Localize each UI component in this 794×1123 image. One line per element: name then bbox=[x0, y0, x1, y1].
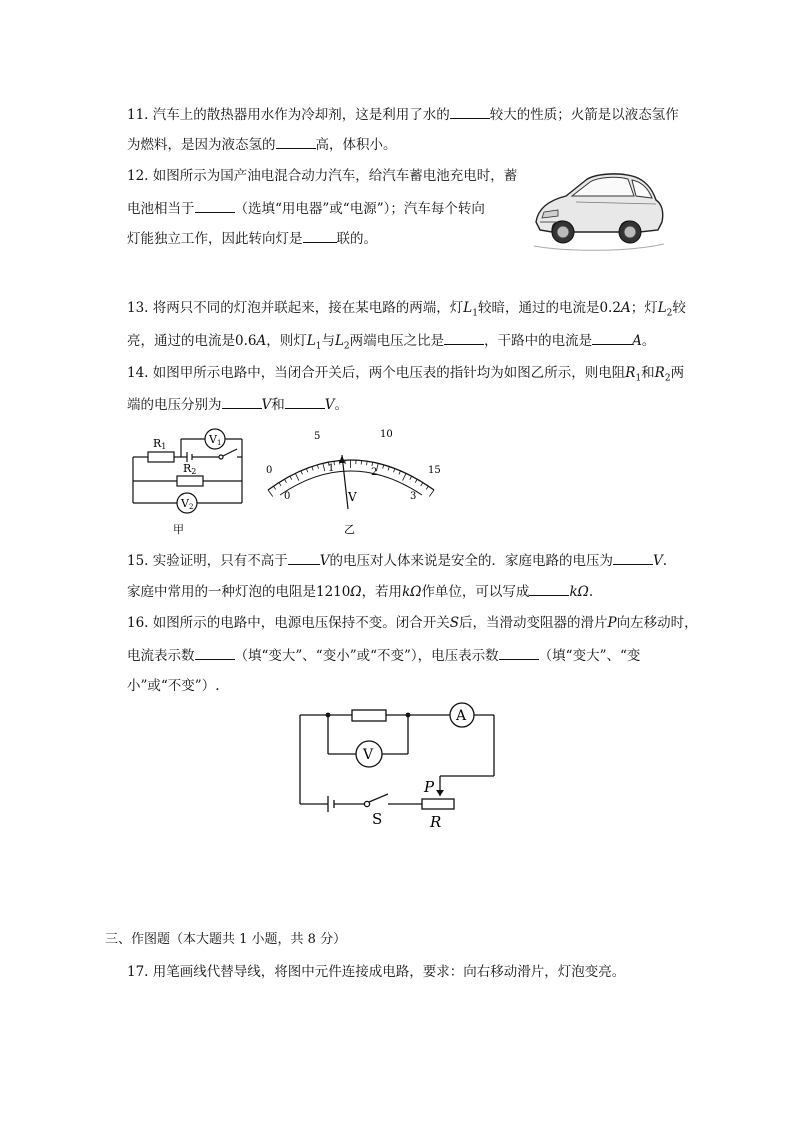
car-illustration bbox=[528, 160, 668, 260]
scale-top-10: 10 bbox=[380, 429, 393, 440]
scale-bottom-2: 2 bbox=[371, 467, 378, 478]
fig16-circuit bbox=[290, 700, 510, 830]
dial-tick bbox=[429, 490, 434, 497]
q11-line1: 11. 汽车上的散热器用水作为冷却剂，这是利用了水的 较大的性质；火箭是以液态氢作 bbox=[127, 104, 679, 125]
dial-tick bbox=[383, 465, 384, 469]
section3-heading: 三、作图题（本大题共 1 小题，共 8 分） bbox=[105, 932, 347, 947]
q13-blank2 bbox=[592, 330, 632, 345]
dial-tick bbox=[323, 463, 325, 471]
dial-tick bbox=[399, 471, 401, 475]
dial-tick bbox=[312, 467, 313, 471]
q14-line2: 端的电压分别为 V和 V。 bbox=[127, 394, 348, 415]
dial-tick bbox=[306, 469, 307, 473]
dial-tick bbox=[301, 471, 303, 475]
q13-line1: 13. 将两只不同的灯泡并联起来，接在某电路的两端，灯$L_1$较暗，通过的电流是0.2A；灯$L_2$较 bbox=[127, 300, 686, 319]
scale-bottom-1: 1 bbox=[328, 463, 335, 474]
q14-blank2 bbox=[285, 394, 325, 409]
dial-tick bbox=[295, 473, 298, 480]
q16-line2: 电流表示数 （填“变大”、“变小”或“不变”），电压表示数 （填“变大”、“变 bbox=[127, 645, 640, 666]
dial-tick bbox=[426, 486, 428, 489]
dial-tick bbox=[273, 486, 275, 489]
q16-blank1 bbox=[195, 645, 235, 660]
dial-tick bbox=[268, 490, 273, 496]
dial-tick bbox=[421, 483, 423, 486]
q11-blank1 bbox=[450, 104, 490, 119]
dial-v-label: V bbox=[348, 490, 357, 504]
voltmeter-v2: V2 bbox=[181, 497, 194, 511]
q15-blank2 bbox=[613, 550, 653, 565]
dial-tick bbox=[403, 473, 406, 480]
resistor-r2 bbox=[177, 476, 203, 486]
q16-line1: 16. 如图所示的电路中，电源电压保持不变。闭合开关S后，当滑动变阻器的滑片P向左移动时， bbox=[127, 615, 698, 631]
switch-label: S bbox=[372, 810, 383, 828]
q12-line1: 12. 如图所示为国产油电混合动力汽车，给汽车蓄电池充电时，蓄 bbox=[127, 168, 518, 184]
q16-line3: 小”或“不变”）. bbox=[127, 678, 220, 694]
q15-line2: 家庭中常用的一种灯泡的电阻是1210Ω，若用kΩ作单位，可以写成 kΩ. bbox=[127, 581, 593, 602]
slider-label: P bbox=[424, 778, 435, 796]
scale-top-0: 0 bbox=[266, 465, 273, 476]
dial-tick bbox=[290, 476, 292, 480]
q14-line1: 14. 如图甲所示电路中，当闭合开关后，两个电压表的指针均为如图乙所示，则电阻$R_1$和$R_2$两 bbox=[127, 365, 685, 384]
rheostat-label: R bbox=[430, 813, 442, 830]
dial-tick bbox=[415, 479, 417, 482]
q12-blank2 bbox=[303, 228, 337, 243]
q15-line1: 15. 实验证明，只有不高于 V的电压对人体来说是安全的．家庭电路的电压为 V. bbox=[127, 550, 667, 571]
q12-blank1 bbox=[195, 198, 235, 213]
q17-text: 17. 用笔画线代替导线，将图中元件连接成电路，要求：向右移动滑片，灯泡变亮。 bbox=[127, 964, 626, 980]
q12-line2: 电池相当于 （选填“用电器”或“电源”）；汽车每个转向 bbox=[127, 198, 485, 219]
label-jia: 甲 bbox=[173, 523, 184, 536]
dial-tick bbox=[367, 461, 368, 465]
q11-line2: 为燃料，是因为液态氢的 高，体积小。 bbox=[127, 134, 397, 155]
scale-top-5: 5 bbox=[314, 431, 321, 442]
dial-tick bbox=[410, 476, 412, 480]
voltmeter-label: V bbox=[363, 747, 374, 763]
q13-line2: 亮，通过的电流是0.6A，则灯$L_1$与$L_2$两端电压之比是 ，干路中的电流是 A。 bbox=[127, 330, 655, 357]
dial-tick bbox=[284, 479, 286, 482]
label-r1: R1 bbox=[153, 437, 167, 451]
voltmeter-v1: V1 bbox=[209, 433, 222, 447]
label-r2: R2 bbox=[183, 462, 197, 476]
q11-blank2 bbox=[276, 134, 316, 149]
ammeter-label: A bbox=[456, 708, 467, 724]
label-yi: 乙 bbox=[344, 523, 355, 536]
q14-blank1 bbox=[222, 394, 262, 409]
dial-tick bbox=[372, 462, 373, 466]
dial-tick bbox=[279, 483, 281, 486]
q13-blank1 bbox=[444, 330, 484, 345]
dial-tick bbox=[393, 469, 394, 473]
q12-line3: 灯能独立工作，因此转向灯是 联的。 bbox=[127, 228, 377, 249]
scale-top-15: 15 bbox=[428, 465, 441, 476]
resistor bbox=[352, 710, 386, 721]
q16-blank2 bbox=[499, 645, 539, 660]
q15-blank3 bbox=[529, 581, 569, 596]
dial-tick bbox=[317, 465, 318, 469]
dial-tick bbox=[388, 467, 389, 471]
fig14-jia-circuit bbox=[125, 425, 255, 537]
q15-blank1 bbox=[288, 550, 320, 565]
rheostat bbox=[422, 799, 454, 809]
fig14-yi-dial bbox=[258, 425, 448, 537]
scale-bottom-0: 0 bbox=[284, 491, 291, 502]
scale-bottom-3: 3 bbox=[410, 491, 417, 502]
resistor-r1 bbox=[148, 452, 174, 462]
